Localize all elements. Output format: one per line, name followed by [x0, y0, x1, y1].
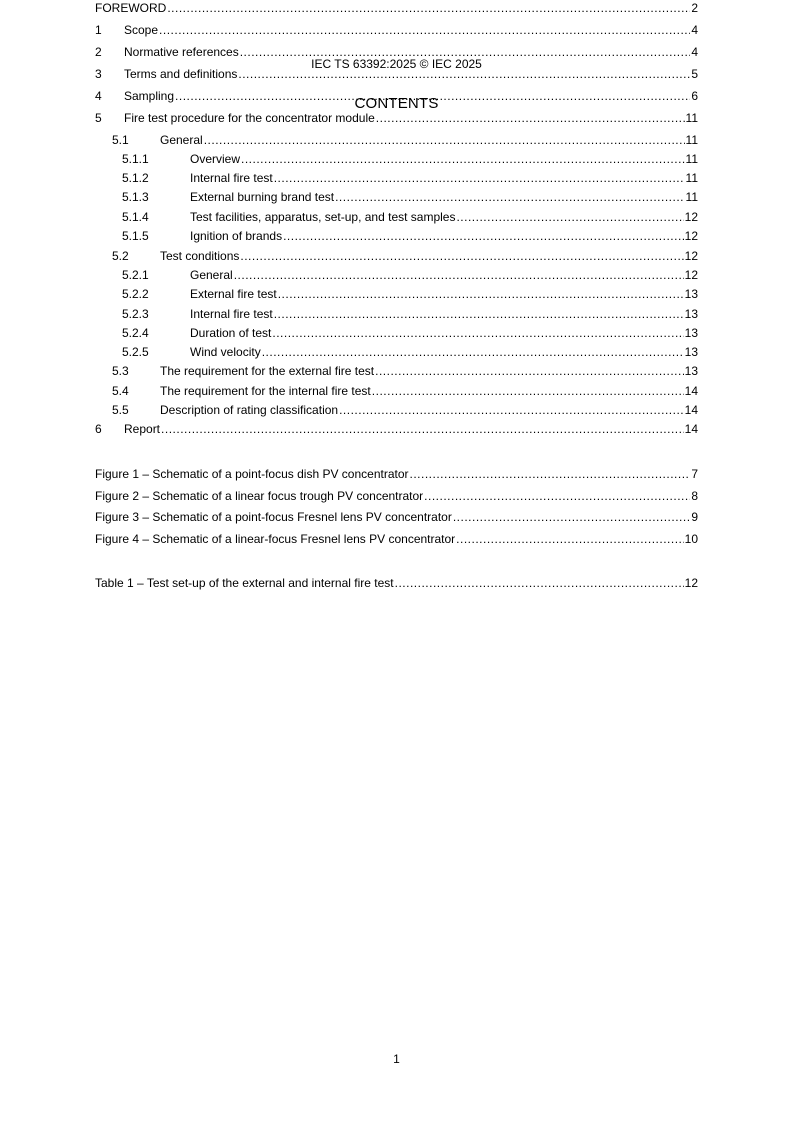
- toc-entry-number: 5.2.4: [122, 326, 149, 340]
- toc-entry-title: Table 1 – Test set-up of the external and internal fire test: [95, 576, 394, 590]
- dot-leader: [167, 0, 690, 16]
- toc-entry[interactable]: [95, 22, 698, 38]
- toc-entry-title: External fire test: [190, 287, 277, 301]
- toc-entry-page: 6: [691, 89, 698, 103]
- toc-entry-number: 5: [95, 111, 102, 125]
- toc-entry-page: 11: [685, 171, 698, 185]
- toc-entry-number: 5.1.2: [122, 171, 149, 185]
- toc-entry-title: Test conditions: [160, 249, 240, 263]
- toc-entry[interactable]: [95, 325, 698, 341]
- toc-entry-number: 5.1.5: [122, 229, 149, 243]
- toc-entry[interactable]: [95, 44, 698, 60]
- toc-entry-title: Report: [124, 422, 161, 436]
- dot-leader: [339, 402, 684, 418]
- toc-entry-page: 14: [684, 403, 698, 417]
- toc-entry-title: External burning brand test: [190, 190, 335, 204]
- dot-leader: [274, 306, 684, 322]
- table-list-entry[interactable]: [95, 575, 698, 591]
- toc-entry[interactable]: [95, 151, 698, 167]
- dot-leader: [456, 531, 683, 547]
- dot-leader: [274, 170, 685, 186]
- toc-entry[interactable]: [95, 383, 698, 399]
- toc-entry-title: Internal fire test: [190, 171, 273, 185]
- toc-entry-number: 5.1.1: [122, 152, 149, 166]
- toc-entry-page: 13: [684, 364, 698, 378]
- toc-entry-page: 11: [685, 133, 698, 147]
- dot-leader: [424, 488, 690, 504]
- toc-entry[interactable]: [95, 110, 698, 126]
- toc-entry[interactable]: [95, 228, 698, 244]
- toc-entry-page: 12: [684, 229, 698, 243]
- toc-entry-page: 9: [691, 510, 698, 524]
- toc-entry-page: 14: [684, 422, 698, 436]
- toc-entry-number: 5.2.3: [122, 307, 149, 321]
- toc-entry-page: 2: [691, 1, 698, 15]
- toc-entry-page: 5: [691, 67, 698, 81]
- figure-list-entry[interactable]: [95, 488, 698, 504]
- toc-entry-page: 11: [685, 152, 698, 166]
- dot-leader: [335, 189, 684, 205]
- figure-list-entry[interactable]: [95, 531, 698, 547]
- toc-entry-page: 12: [684, 249, 698, 263]
- toc-entry-page: 11: [685, 111, 698, 125]
- toc-entry[interactable]: [95, 66, 698, 82]
- toc-entry-title: Wind velocity: [190, 345, 261, 359]
- toc-entry-title: FOREWORD: [95, 1, 167, 15]
- toc-entry-number: 3: [95, 67, 102, 81]
- toc-entry[interactable]: [95, 189, 698, 205]
- toc-entry-page: 8: [691, 489, 698, 503]
- dot-leader: [376, 110, 685, 126]
- dot-leader: [456, 209, 683, 225]
- dot-leader: [453, 509, 690, 525]
- running-header: IEC TS 63392:2025 © IEC 2025: [311, 57, 482, 71]
- toc-entry-page: 12: [684, 576, 698, 590]
- toc-entry-title: Figure 3 – Schematic of a point-focus Fresnel lens PV concentrator: [95, 510, 452, 524]
- toc-entry[interactable]: [95, 248, 698, 264]
- dot-leader: [283, 228, 684, 244]
- dot-leader: [395, 575, 684, 591]
- figure-list-entry[interactable]: [95, 509, 698, 525]
- toc-entry-title: Normative references: [124, 45, 239, 59]
- toc-entry-title: Figure 1 – Schematic of a point-focus dish PV concentrator: [95, 467, 409, 481]
- toc-entry-number: 5.3: [112, 364, 129, 378]
- toc-entry-page: 7: [691, 467, 698, 481]
- toc-entry-page: 4: [691, 23, 698, 37]
- toc-entry-page: 13: [684, 307, 698, 321]
- dot-leader: [372, 383, 684, 399]
- dot-leader: [175, 88, 690, 104]
- contents-title: CONTENTS: [354, 95, 439, 112]
- toc-entry-number: 5.4: [112, 384, 129, 398]
- toc-entry-number: 5.1.3: [122, 190, 149, 204]
- toc-entry-title: The requirement for the internal fire test: [160, 384, 371, 398]
- toc-entry-number: 4: [95, 89, 102, 103]
- dot-leader: [410, 466, 691, 482]
- toc-entry-title: Ignition of brands: [190, 229, 283, 243]
- toc-entry-title: Description of rating classification: [160, 403, 339, 417]
- toc-entry-number: 5.1.4: [122, 210, 149, 224]
- dot-leader: [204, 132, 685, 148]
- toc-entry-title: The requirement for the external fire test: [160, 364, 375, 378]
- toc-entry-page: 11: [685, 190, 698, 204]
- toc-entry-number: 1: [95, 23, 102, 37]
- toc-entry-title: Scope: [124, 23, 159, 37]
- dot-leader: [240, 248, 683, 264]
- dot-leader: [241, 151, 685, 167]
- dot-leader: [161, 421, 684, 437]
- toc-entry[interactable]: [95, 421, 698, 437]
- figure-list-entry[interactable]: [95, 466, 698, 482]
- dot-leader: [240, 44, 691, 60]
- toc-entry[interactable]: [95, 170, 698, 186]
- toc-entry-number: 5.2: [112, 249, 129, 263]
- dot-leader: [278, 286, 684, 302]
- toc-entry-page: 12: [684, 268, 698, 282]
- toc-entry-number: 5.1: [112, 133, 129, 147]
- dot-leader: [375, 363, 684, 379]
- toc-entry[interactable]: [95, 306, 698, 322]
- toc-entry[interactable]: [95, 363, 698, 379]
- toc-entry[interactable]: [95, 209, 698, 225]
- toc-entry-title: General: [160, 133, 203, 147]
- toc-entry-page: 12: [684, 210, 698, 224]
- dot-leader: [238, 66, 690, 82]
- toc-entry-title: Fire test procedure for the concentrator module: [124, 111, 375, 125]
- toc-entry-title: Figure 4 – Schematic of a linear-focus Fresnel lens PV concentrator: [95, 532, 456, 546]
- toc-entry-title: Test facilities, apparatus, set-up, and test samples: [190, 210, 456, 224]
- toc-entry-page: 4: [691, 45, 698, 59]
- toc-entry-number: 2: [95, 45, 102, 59]
- dot-leader: [262, 344, 684, 360]
- toc-entry[interactable]: [95, 132, 698, 148]
- dot-leader: [272, 325, 683, 341]
- toc-entry-title: Internal fire test: [190, 307, 273, 321]
- toc-entry-number: 5.5: [112, 403, 129, 417]
- toc-entry[interactable]: [95, 402, 698, 418]
- toc-entry-page: 10: [684, 532, 698, 546]
- toc-entry-number: 5.2.1: [122, 268, 149, 282]
- toc-entry[interactable]: [95, 88, 698, 104]
- page-number: 1: [393, 1052, 400, 1066]
- toc-entry-page: 13: [684, 326, 698, 340]
- dot-leader: [234, 267, 684, 283]
- toc-entry-page: 13: [684, 345, 698, 359]
- toc-entry[interactable]: [95, 344, 698, 360]
- toc-entry-page: 14: [684, 384, 698, 398]
- toc-entry-page: 13: [684, 287, 698, 301]
- toc-entry-title: General: [190, 268, 233, 282]
- toc-entry-number: 5.2.5: [122, 345, 149, 359]
- toc-entry[interactable]: [95, 286, 698, 302]
- toc-entry[interactable]: [95, 267, 698, 283]
- dot-leader: [159, 22, 690, 38]
- toc-entry-title: Duration of test: [190, 326, 272, 340]
- toc-entry[interactable]: [95, 0, 698, 16]
- toc-entry-title: Sampling: [124, 89, 175, 103]
- toc-entry-title: Terms and definitions: [124, 67, 238, 81]
- toc-entry-title: Overview: [190, 152, 241, 166]
- toc-entry-number: 6: [95, 422, 102, 436]
- toc-entry-number: 5.2.2: [122, 287, 149, 301]
- toc-entry-title: Figure 2 – Schematic of a linear focus trough PV concentrator: [95, 489, 424, 503]
